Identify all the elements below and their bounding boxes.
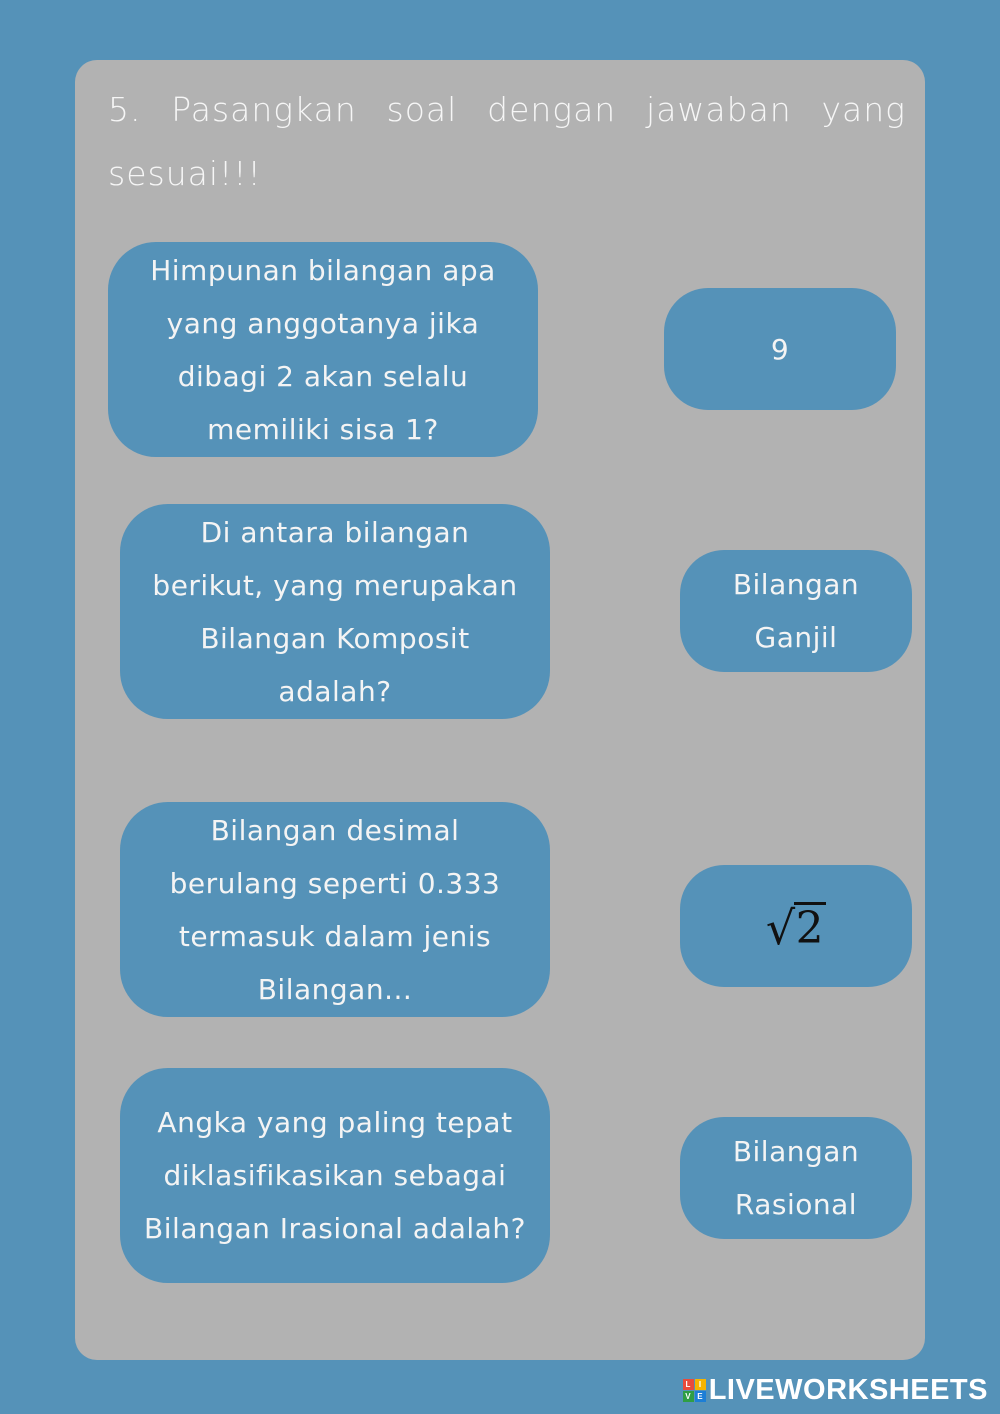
logo-letter-i: I	[695, 1379, 706, 1390]
question-4[interactable]	[120, 1068, 550, 1283]
question-2[interactable]	[120, 504, 550, 719]
logo-letter-v: V	[683, 1391, 694, 1402]
question-1-text: Himpunan bilangan apa yang anggotanya jika dibagi 2 akan selalu memiliki sisa 1?	[150, 253, 496, 446]
instruction-text: 5. Pasangkan soal dengan jawaban yang sesuai!!!	[108, 90, 906, 193]
radical-sign: √	[765, 900, 796, 955]
liveworksheets-logo-icon	[683, 1379, 706, 1402]
question-4-text: Angka yang paling tepat diklasifikasikan sebagai Bilangan Irasional adalah?	[144, 1106, 526, 1245]
answer-2-text: Bilangan Ganjil	[732, 568, 860, 654]
question-2-text: Di antara bilangan berikut, yang merupakan Bilangan Komposit adalah?	[152, 515, 518, 708]
answer-4[interactable]	[680, 1117, 912, 1239]
logo-letter-l: L	[683, 1379, 694, 1390]
answer-1[interactable]	[664, 288, 896, 410]
answer-4-text: Bilangan Rasional	[732, 1135, 860, 1221]
sqrt-2-expression	[765, 900, 826, 955]
answer-2[interactable]	[680, 550, 912, 672]
liveworksheets-brand[interactable]	[683, 1374, 988, 1407]
logo-letter-e: E	[695, 1391, 706, 1402]
answer-3[interactable]	[680, 865, 912, 987]
question-1[interactable]	[108, 242, 538, 457]
answer-1-text: 9	[770, 332, 790, 366]
question-3-text: Bilangan desimal berulang seperti 0.333 termasuk dalam jenis Bilangan...	[169, 813, 501, 1006]
brand-name: LIVEWORKSHEETS	[708, 1374, 988, 1406]
question-3[interactable]	[120, 802, 550, 1017]
radicand: 2	[795, 902, 825, 954]
